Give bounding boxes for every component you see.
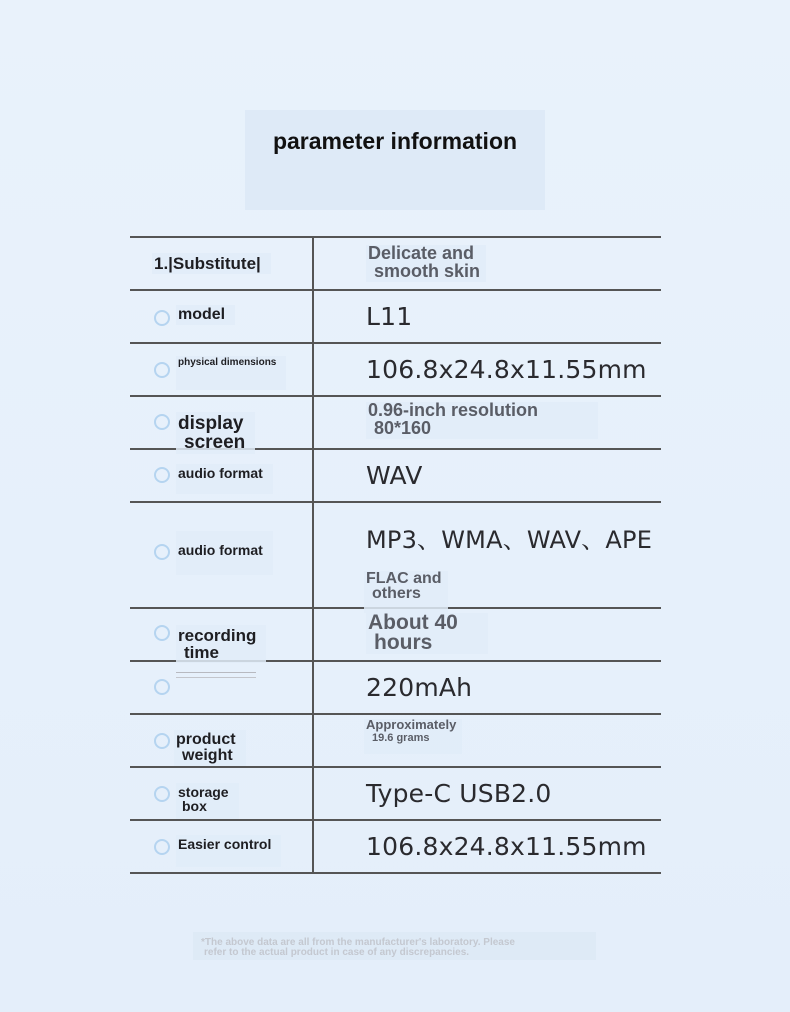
label-cell xyxy=(130,662,314,713)
circle-bullet-icon xyxy=(154,467,170,483)
row-label: Easier control xyxy=(176,835,281,867)
row-label-line-2: screen xyxy=(184,432,246,453)
label-cell xyxy=(130,715,314,766)
row-label xyxy=(176,625,266,663)
footnote-line-2: refer to the actual product in case of any discrepancies. xyxy=(204,947,470,958)
value-cell xyxy=(314,397,661,448)
row-value xyxy=(366,402,598,438)
illegible-label-text xyxy=(176,672,256,678)
title-box xyxy=(245,110,545,210)
label-cell xyxy=(130,768,314,819)
row-value-line-2: smooth skin xyxy=(374,260,481,281)
table-row xyxy=(130,238,661,291)
row-label-line-1: display xyxy=(178,413,244,434)
circle-bullet-icon xyxy=(154,544,170,560)
circle-bullet-icon xyxy=(154,362,170,378)
value-cell xyxy=(314,503,661,607)
circle-bullet-icon xyxy=(154,310,170,326)
row-value-line-2: hours xyxy=(374,630,433,654)
row-value: L11 xyxy=(366,302,413,331)
table-row xyxy=(130,768,661,821)
row-label: physical dimensions xyxy=(176,356,286,390)
row-label-line-1: product xyxy=(176,731,236,748)
row-label xyxy=(176,783,239,819)
row-label-line-2: box xyxy=(182,798,207,814)
value-cell xyxy=(314,715,661,766)
row-value-extra xyxy=(364,571,448,613)
label-cell xyxy=(130,821,314,872)
value-cell xyxy=(314,238,661,289)
row-value-line-1: About 40 xyxy=(368,610,458,634)
row-value: MP3、WMA、WAV、APE xyxy=(366,526,653,554)
page-title: parameter information xyxy=(272,128,518,154)
footnote-line-1: *The above data are all from the manufacturer's laboratory. Please xyxy=(201,937,515,948)
value-cell xyxy=(314,821,661,872)
row-label-line-1: recording xyxy=(178,626,257,645)
disclaimer-footnote xyxy=(193,932,596,960)
row-value-line-2: 19.6 grams xyxy=(372,732,430,745)
circle-bullet-icon xyxy=(154,733,170,749)
circle-bullet-icon xyxy=(154,625,170,641)
label-cell xyxy=(130,450,314,501)
circle-bullet-icon xyxy=(154,414,170,430)
circle-bullet-icon xyxy=(154,679,170,695)
row-value-line-1: Delicate and xyxy=(368,243,475,264)
row-value: 106.8x24.8x11.55mm xyxy=(366,355,647,384)
row-label-line-2: time xyxy=(184,643,219,662)
row-label: audio format xyxy=(176,531,273,575)
circle-bullet-icon xyxy=(154,839,170,855)
label-cell xyxy=(130,344,314,395)
label-cell xyxy=(130,397,314,453)
table-row xyxy=(130,397,661,453)
value-cell xyxy=(314,291,661,342)
row-label xyxy=(176,412,255,454)
table-row xyxy=(130,821,661,874)
table-row xyxy=(130,609,661,662)
row-value xyxy=(364,719,462,754)
value-cell xyxy=(314,662,661,713)
label-cell xyxy=(130,291,314,342)
table-row xyxy=(130,344,661,397)
table-row xyxy=(130,662,661,715)
circle-bullet-icon xyxy=(154,786,170,802)
row-value xyxy=(366,245,486,281)
row-value-line-1: 0.96-inch resolution xyxy=(368,400,539,421)
row-value: 106.8x24.8x11.55mm xyxy=(366,832,647,861)
value-cell xyxy=(314,609,661,660)
row-value: 220mAh xyxy=(366,673,473,702)
label-cell xyxy=(130,609,314,660)
label-cell xyxy=(130,503,314,607)
parameter-table xyxy=(130,236,661,874)
row-value-line-1: Approximately xyxy=(366,717,457,733)
value-cell xyxy=(314,344,661,395)
row-value-line-2: 80*160 xyxy=(374,417,432,438)
row-value xyxy=(366,610,488,655)
row-label: 1.|Substitute| xyxy=(152,253,271,274)
row-label: audio format xyxy=(176,464,273,494)
table-row xyxy=(130,715,661,768)
label-cell xyxy=(130,238,314,289)
row-value: Type-C USB2.0 xyxy=(366,779,552,808)
table-row xyxy=(130,291,661,344)
row-label xyxy=(174,730,246,766)
row-label-line-2: weight xyxy=(182,747,233,764)
row-label: model xyxy=(176,305,235,325)
value-cell xyxy=(314,768,661,819)
row-value-line-1: FLAC and xyxy=(366,570,442,587)
value-cell xyxy=(314,450,661,501)
row-value-line-2: others xyxy=(372,585,421,603)
row-value: WAV xyxy=(366,461,423,490)
table-row xyxy=(130,450,661,503)
table-row xyxy=(130,503,661,609)
row-label-line-1: storage xyxy=(178,784,229,800)
